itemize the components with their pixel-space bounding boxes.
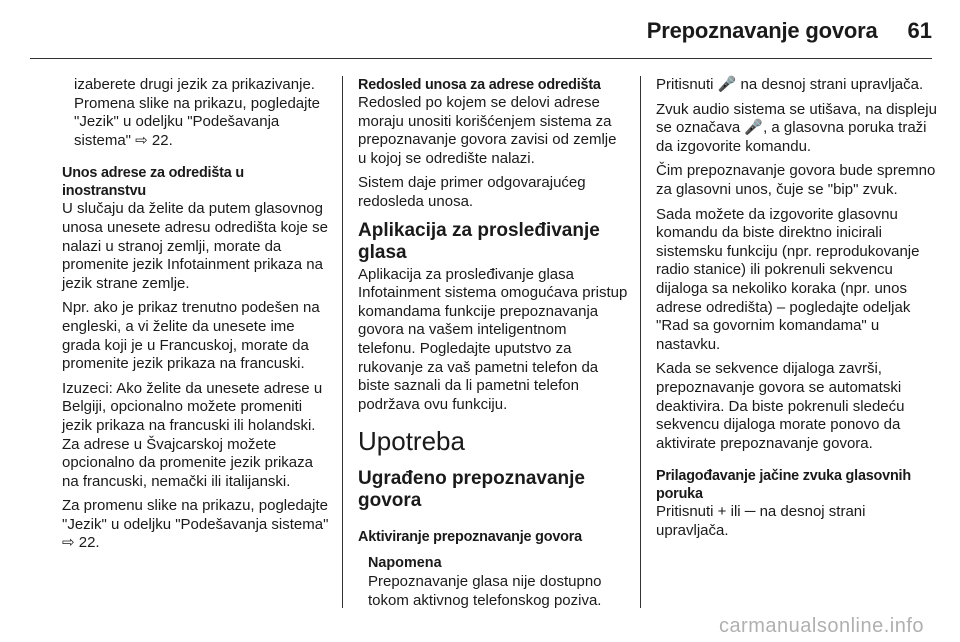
paragraph: Čim prepoznavanje govora bude spremno za glasovni unos, čuje se "bip" zvuk.: [656, 162, 936, 198]
chapter-heading: Upotreba: [358, 426, 465, 457]
paragraph: Sistem daje primer odgovarajućeg redosleda unosa.: [358, 174, 586, 210]
paragraph: Pritisnuti 🎤 na desnoj strani upravljača.: [656, 76, 924, 93]
section-heading: Prilagođavanje jačine zvuka glasovnih poruka: [656, 468, 911, 503]
column-2: [358, 76, 628, 610]
paragraph: Npr. ako je prikaz trenutno podešen na engleski, a vi želite da unesete ime grada koji je u Francuskoj, morate da promenite jezik prikaza na francuski.: [62, 299, 320, 373]
paragraph: Za promenu slike na prikazu, pogledajte "Jezik" u odeljku "Podešavanja sistema" ⇨ 22.: [62, 497, 329, 552]
section-heading: Redosled unosa za adrese odredišta: [358, 77, 601, 93]
page-number: 61: [907, 18, 932, 43]
page-header: [647, 18, 932, 44]
note-title: Napomena: [368, 555, 442, 572]
note-box: [358, 554, 628, 610]
column-divider-2: [640, 76, 641, 608]
section-heading: Unos adrese za odredišta u inostranstvu: [62, 165, 244, 200]
paragraph: Kada se sekvence dijaloga završi, prepoznavanje govora se automatski deaktivira. Da biste pokrenuli sledeću sekvencu dijaloga morate ponovo da aktivirate prepoznavanje govora.: [656, 360, 905, 452]
header-divider: [30, 58, 932, 59]
section-heading: Aplikacija za prosleđivanje glasa: [358, 219, 600, 263]
paragraph: Aplikacija za prosleđivanje glasa Infotainment sistema omogućava pristup komandama funkcije prepoznavanja govora na vašem inteligentnom telefonu. Pogledajte uputstvo za rukovanje za vaš pametni telefon da biste saznali da li pametni telefon podržava ovu funkciju.: [358, 265, 628, 413]
column-3: [656, 76, 938, 546]
watermark: carmanualsonline.info: [718, 615, 924, 637]
section-heading: Ugrađeno prepoznavanje govora: [358, 468, 585, 512]
paragraph: Sada možete da izgovorite glasovnu komandu da biste direktno inicirali sistemsku funkciju (npr. reprodukovanje radio stanice) ili pokrenuli sekvencu dijaloga sa nekoliko koraka (npr. unos adrese odredišta) – pogledajte odeljak "Rad sa govornim komandama" u nastavku.: [656, 205, 920, 353]
paragraph: Izuzeci: Ako želite da unesete adrese u Belgiji, opcionalno možete promeniti jezik prikaza na francuski ili holandski. Za adrese u Švajcarskoj možete opcionalno da promenite jezik prikaza na francuski, nemački ili italijanski.: [62, 379, 323, 490]
paragraph: Zvuk audio sistema se utišava, na displeju se označava 🎤, a glasovna poruka traži da izgovorite komandu.: [656, 100, 937, 155]
subsection-heading: Aktiviranje prepoznavanje govora: [358, 529, 582, 546]
paragraph: Redosled po kojem se delovi adrese moraju unositi korišćenjem sistema za prepoznavanje govora zavisi od zemlje u kojoj se odredište nalazi.: [358, 94, 617, 167]
paragraph: Pritisnuti + ili ─ na desnoj strani upravljača.: [656, 503, 866, 539]
paragraph: U slučaju da želite da putem glasovnog unosa unesete adresu odredišta koje se nalazi u stranoj zemlji, morate da promenite jezik Infotainment prikaza na jezik strane zemlje.: [62, 200, 329, 292]
column-1: [62, 76, 330, 559]
page-title: Prepoznavanje govora: [646, 18, 878, 43]
column-divider-1: [342, 76, 343, 608]
note-text: Prepoznavanje glasa nije dostupno tokom aktivnog telefonskog poziva.: [368, 572, 602, 609]
paragraph: izaberete drugi jezik za prikazivanje. Promena slike na prikazu, pogledajte "Jezik" u odeljku "Podešavanja sistema" ⇨ 22.: [74, 76, 320, 149]
